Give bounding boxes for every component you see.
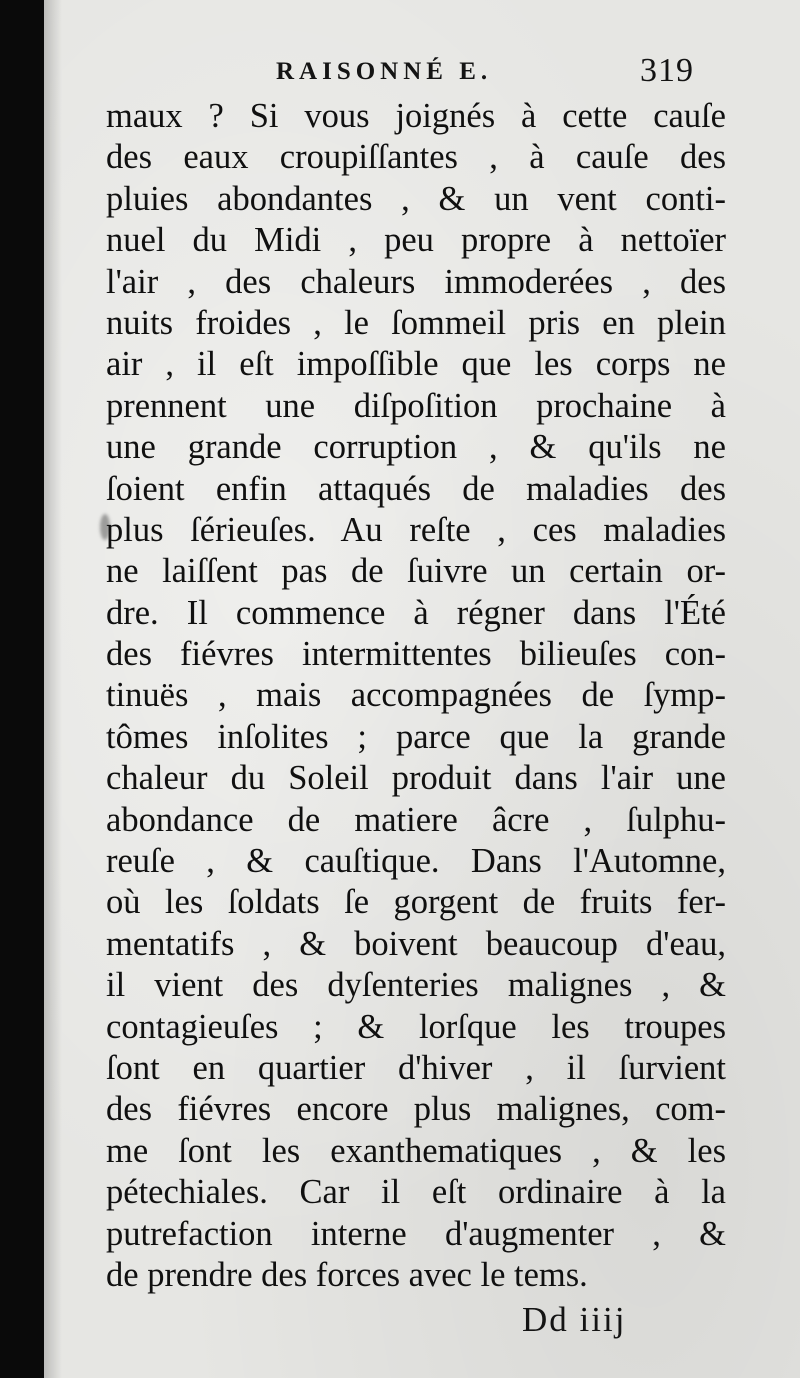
text-line: de prendre des forces avec le tems. — [106, 1255, 588, 1294]
text-line: une grande corruption , & qu'ils ne — [106, 428, 726, 467]
text-line: mentatifs , & boivent beaucoup d'eau, — [106, 924, 726, 963]
text-line: pluies abondantes , & un vent conti- — [106, 179, 726, 218]
text-line: chaleur du Soleil produit dans l'air une — [106, 759, 726, 798]
text-line: l'air , des chaleurs immoderées , des — [106, 262, 726, 301]
page-number: 319 — [640, 52, 694, 89]
signature-mark: Dd iiij — [522, 1300, 627, 1339]
text-line: des fiévres encore plus malignes, com- — [106, 1090, 726, 1129]
text-line: ſont en quartier d'hiver , il ſurvient — [106, 1048, 726, 1087]
text-line: prennent une diſpoſition prochaine à — [106, 386, 726, 425]
text-line: ſoient enfin attaqués de maladies des — [106, 469, 726, 508]
text-line: des fiévres intermittentes bilieuſes con- — [106, 635, 726, 674]
text-line: plus ſérieuſes. Au reſte , ces maladies — [106, 510, 726, 549]
running-head — [44, 52, 800, 96]
text-line: il vient des dyſenteries malignes , & — [106, 966, 726, 1005]
text-line: air , il eſt impoſſible que les corps ne — [106, 345, 726, 384]
text-line: abondance de matiere âcre , ſulphu- — [106, 800, 726, 839]
text-line: putrefaction interne d'augmenter , & — [106, 1214, 726, 1253]
text-line: des eaux croupiſſantes , à cauſe des — [106, 138, 726, 177]
text-line: pétechiales. Car il eſt ordinaire à la — [106, 1173, 726, 1212]
text-line: maux ? Si vous joignés à cette cauſe — [106, 97, 726, 135]
text-line: contagieuſes ; & lorſque les troupes — [106, 1007, 726, 1046]
text-line: tinuës , mais accompagnées de ſymp- — [106, 676, 726, 715]
gutter-shadow — [44, 0, 62, 1378]
text-line: dre. Il commence à régner dans l'Été — [106, 593, 726, 632]
text-line: tômes inſolites ; parce que la grande — [106, 717, 726, 756]
text-line: me ſont les exanthematiques , & les — [106, 1131, 726, 1170]
text-line: reuſe , & cauſtique. Dans l'Automne, — [106, 842, 726, 881]
text-line: nuel du Midi , peu propre à nettoïer — [106, 221, 726, 260]
running-title: RAISONNÉ E. — [276, 58, 493, 85]
body-text — [106, 96, 726, 1296]
text-line: où les ſoldats ſe gorgent de fruits fer- — [106, 883, 726, 922]
book-page — [44, 0, 800, 1378]
text-line: ne laiſſent pas de ſuivre un certain or- — [106, 552, 726, 591]
text-line: nuits froides , le ſommeil pris en plein — [106, 303, 726, 342]
